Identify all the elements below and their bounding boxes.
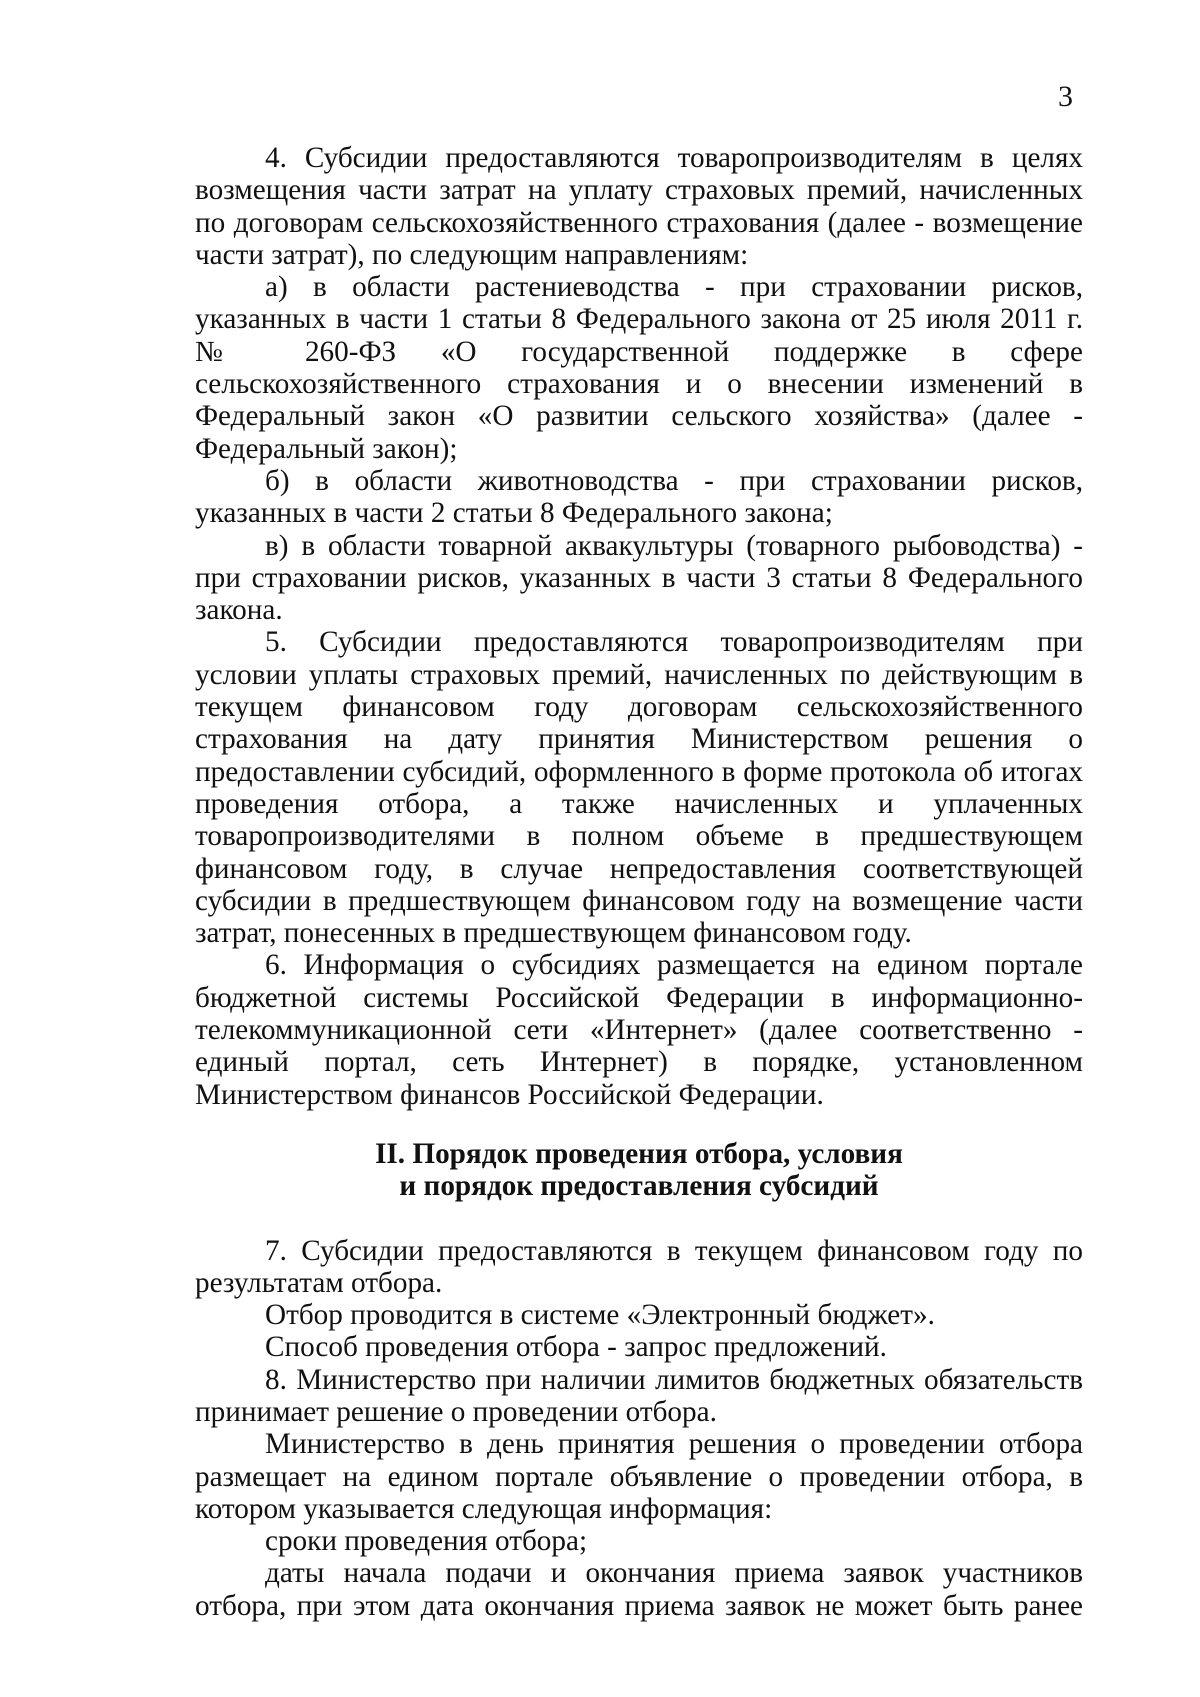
paragraph-4b: б) в области животноводства - при страховании рисков, указанных в части 2 статьи 8 Федерального закона; bbox=[195, 464, 1083, 530]
paragraph-5: 5. Субсидии предоставляются товаропроизводителям при условии уплаты страховых премий, начисленных по действующим в текущем финансовом году договорам сельскохозяйственного страхования на дату принятия Министерством решения о предоставлении субсидий, оформленного в форме протокола об итогах проведения отбора, а также начисленных и уплаченных товаропроизводителями в полном объеме в предшествующем финансовом году, в случае непредоставления соответствующей субсидии в предшествующем финансовом году на возмещение части затрат, понесенных в предшествующем финансовом году. bbox=[195, 626, 1083, 950]
paragraph-4: 4. Субсидии предоставляются товаропроизводителям в целях возмещения части затрат на уплату страховых премий, начисленных по договорам сельскохозяйственного страхования (далее - возмещение части затрат), по следующим направлениям: bbox=[195, 142, 1083, 271]
document-body bbox=[195, 142, 1083, 1622]
paragraph-4c: в) в области товарной аквакультуры (товарного рыбоводства) - при страховании рисков, указанных в части 3 статьи 8 Федерального закона. bbox=[195, 529, 1083, 627]
paragraph-4a: а) в области растениеводства - при страховании рисков, указанных в части 1 статьи 8 Федерального закона от 25 июля 2011 г. № 260-ФЗ «О государственной поддержке в сфере сельскохозяйственного страхования и о внесении изменений в Федеральный закон «О развитии сельского хозяйства» (далее - Федеральный закон); bbox=[195, 271, 1083, 465]
paragraph-7: 7. Субсидии предоставляются в текущем финансовом году по результатам отбора. bbox=[195, 1234, 1083, 1299]
section-heading-line-2: и порядок предоставления субсидий bbox=[399, 1170, 879, 1203]
paragraph-7-selection-system: Отбор проводится в системе «Электронный бюджет». bbox=[265, 1299, 935, 1332]
paragraph-8-announcement: Министерство в день принятия решения о проведении отбора размещает на едином портале объявление о проведении отбора, в котором указывается следующая информация: bbox=[195, 1428, 1083, 1525]
paragraph-6: 6. Информация о субсидиях размещается на едином портале бюджетной системы Российской Федерации в информационно-телекоммуникационной сети «Интернет» (далее соответственно - единый портал, сеть Интернет) в порядке, установленном Министерством финансов Российской Федерации. bbox=[195, 949, 1083, 1111]
paragraph-8: 8. Министерство при наличии лимитов бюджетных обязательств принимает решение о проведении отбора. bbox=[195, 1363, 1083, 1428]
page-number: 3 bbox=[1058, 80, 1073, 113]
section-heading-line-1: II. Порядок проведения отбора, условия bbox=[375, 1137, 903, 1170]
paragraph-7-selection-method: Способ проведения отбора - запрос предложений. bbox=[265, 1331, 887, 1364]
section-heading bbox=[195, 1138, 1083, 1203]
paragraph-8-deadlines: сроки проведения отбора; bbox=[265, 1525, 588, 1558]
paragraph-8-dates: даты начала подачи и окончания приема заявок участников отбора, при этом дата окончания приема заявок не может быть ранее bbox=[195, 1557, 1083, 1622]
